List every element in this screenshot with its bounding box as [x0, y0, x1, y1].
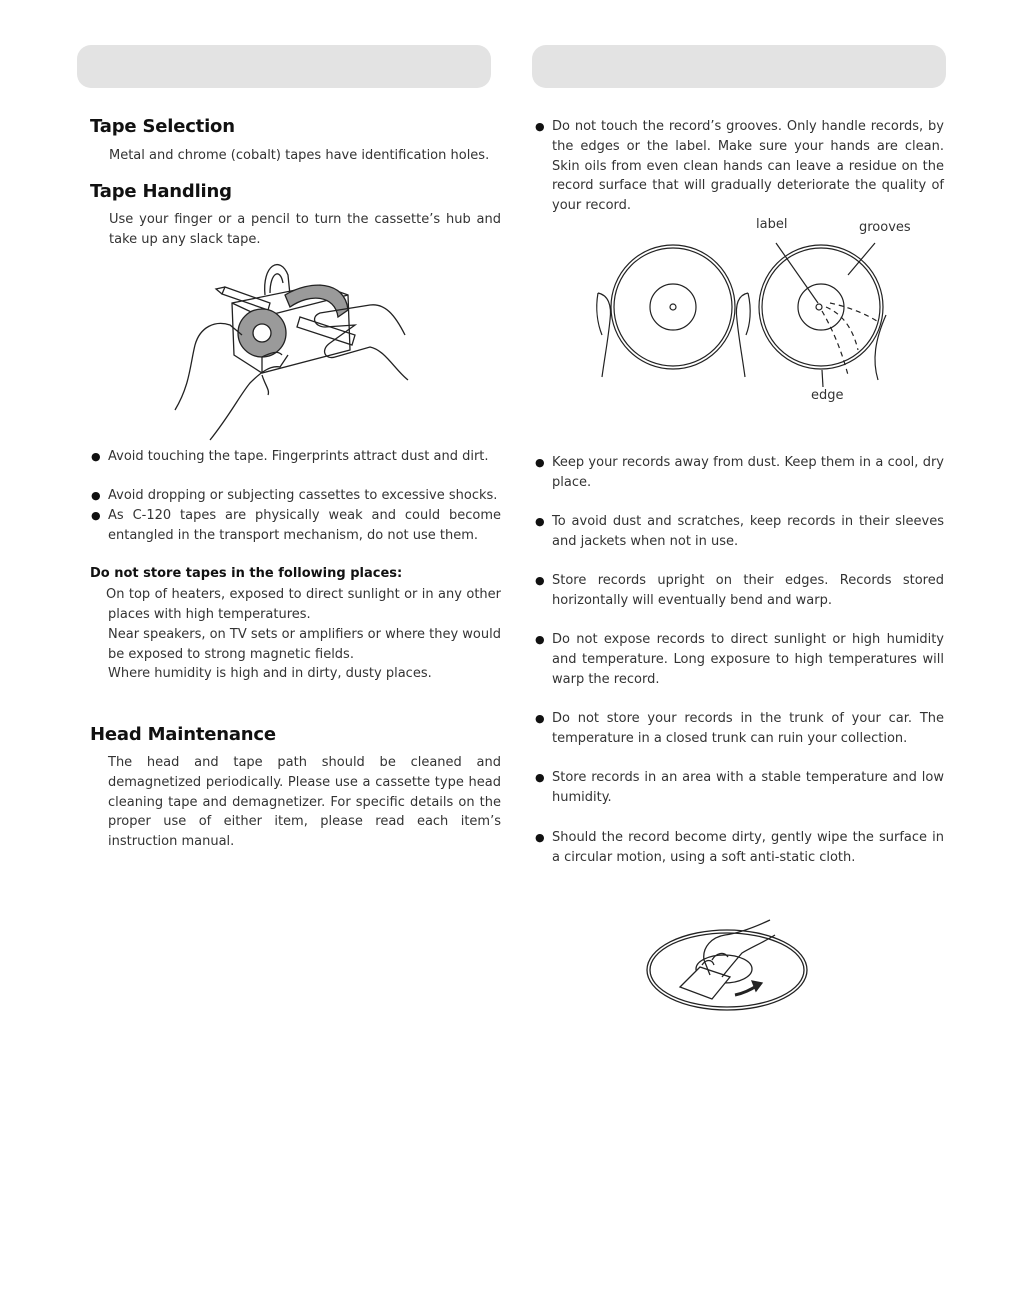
storage-heading: Do not store tapes in the following places: — [90, 566, 403, 581]
right-header-bar — [532, 45, 946, 88]
cassette-illustration — [170, 255, 410, 445]
left-bullet-3: ● As C-120 tapes are physically weak and could become entangled in the transport mechanism, do not use them. — [91, 508, 501, 543]
bullet-dot-icon: ● — [91, 489, 101, 502]
left-bullet-2: ● Avoid dropping or subjecting cassettes to excessive shocks. — [108, 486, 501, 506]
tape-selection-heading: Tape Selection — [90, 116, 235, 137]
bullet-dot-icon: ● — [535, 831, 545, 844]
right-bullet-3: ● Store records upright on their edges. Records stored horizontally will eventually bend and warp. — [535, 573, 944, 608]
bullet-dot-icon: ● — [91, 509, 101, 522]
tape-handling-text: Use your finger or a pencil to turn the cassette’s hub and take up any slack tape. — [109, 212, 501, 247]
right-bullet-1: ● Keep your records away from dust. Keep them in a cool, dry place. — [535, 455, 944, 490]
figure-label-edge: edge — [811, 388, 844, 403]
head-maintenance-text: The head and tape path should be cleaned and demagnetized periodically. Please use a cassette type head cleaning tape and demagnetizer. For specific details on the proper use of either item, please read each item’s instruction manual. — [108, 755, 501, 850]
right-bullet-7: ● Should the record become dirty, gently wipe the surface in a circular motion, using a soft anti-static cloth. — [535, 830, 944, 865]
right-bullet-2: ● To avoid dust and scratches, keep records in their sleeves and jackets when not in use. — [535, 514, 944, 549]
storage-item-3: Where humidity is high and in dirty, dusty places. — [108, 666, 432, 681]
right-bullet-4: ● Do not expose records to direct sunlight or high humidity and temperature. Long exposure to high temperatures will warp the record. — [535, 632, 944, 687]
bullet-dot-icon: ● — [535, 633, 545, 646]
bullet-dot-icon: ● — [535, 574, 545, 587]
bullet-dot-icon: ● — [535, 771, 545, 784]
right-bullet-6: ● Store records in an area with a stable temperature and low humidity. — [535, 770, 944, 805]
storage-item-1: On top of heaters, exposed to direct sunlight or in any other places with high temperatures. — [106, 587, 501, 622]
record-cleaning-illustration — [640, 915, 815, 1015]
record-handling-illustration — [590, 215, 890, 395]
right-bullet-grooves: ● Do not touch the record’s grooves. Only handle records, by the edges or the label. Make sure your hands are clean. Skin oils from even clean hands can leave a residue on the record surface that will gradually deteriorate the quality of your record. — [535, 119, 944, 214]
left-bullet-1: ● Avoid touching the tape. Fingerprints attract dust and dirt. — [108, 447, 501, 467]
bullet-dot-icon: ● — [91, 450, 101, 463]
right-bullet-5: ● Do not store your records in the trunk of your car. The temperature in a closed trunk can ruin your collection. — [535, 711, 944, 746]
storage-item-2: Near speakers, on TV sets or amplifiers or where they would be exposed to strong magnetic fields. — [108, 627, 501, 662]
tape-handling-heading: Tape Handling — [90, 181, 232, 202]
figure-label-label: label — [756, 217, 788, 232]
bullet-dot-icon: ● — [535, 120, 545, 133]
head-maintenance-heading: Head Maintenance — [90, 724, 276, 745]
bullet-dot-icon: ● — [535, 456, 545, 469]
figure-label-grooves: grooves — [859, 220, 911, 235]
bullet-dot-icon: ● — [535, 712, 545, 725]
left-header-bar — [77, 45, 491, 88]
tape-selection-text: Metal and chrome (cobalt) tapes have identification holes. — [109, 148, 490, 163]
bullet-dot-icon: ● — [535, 515, 545, 528]
